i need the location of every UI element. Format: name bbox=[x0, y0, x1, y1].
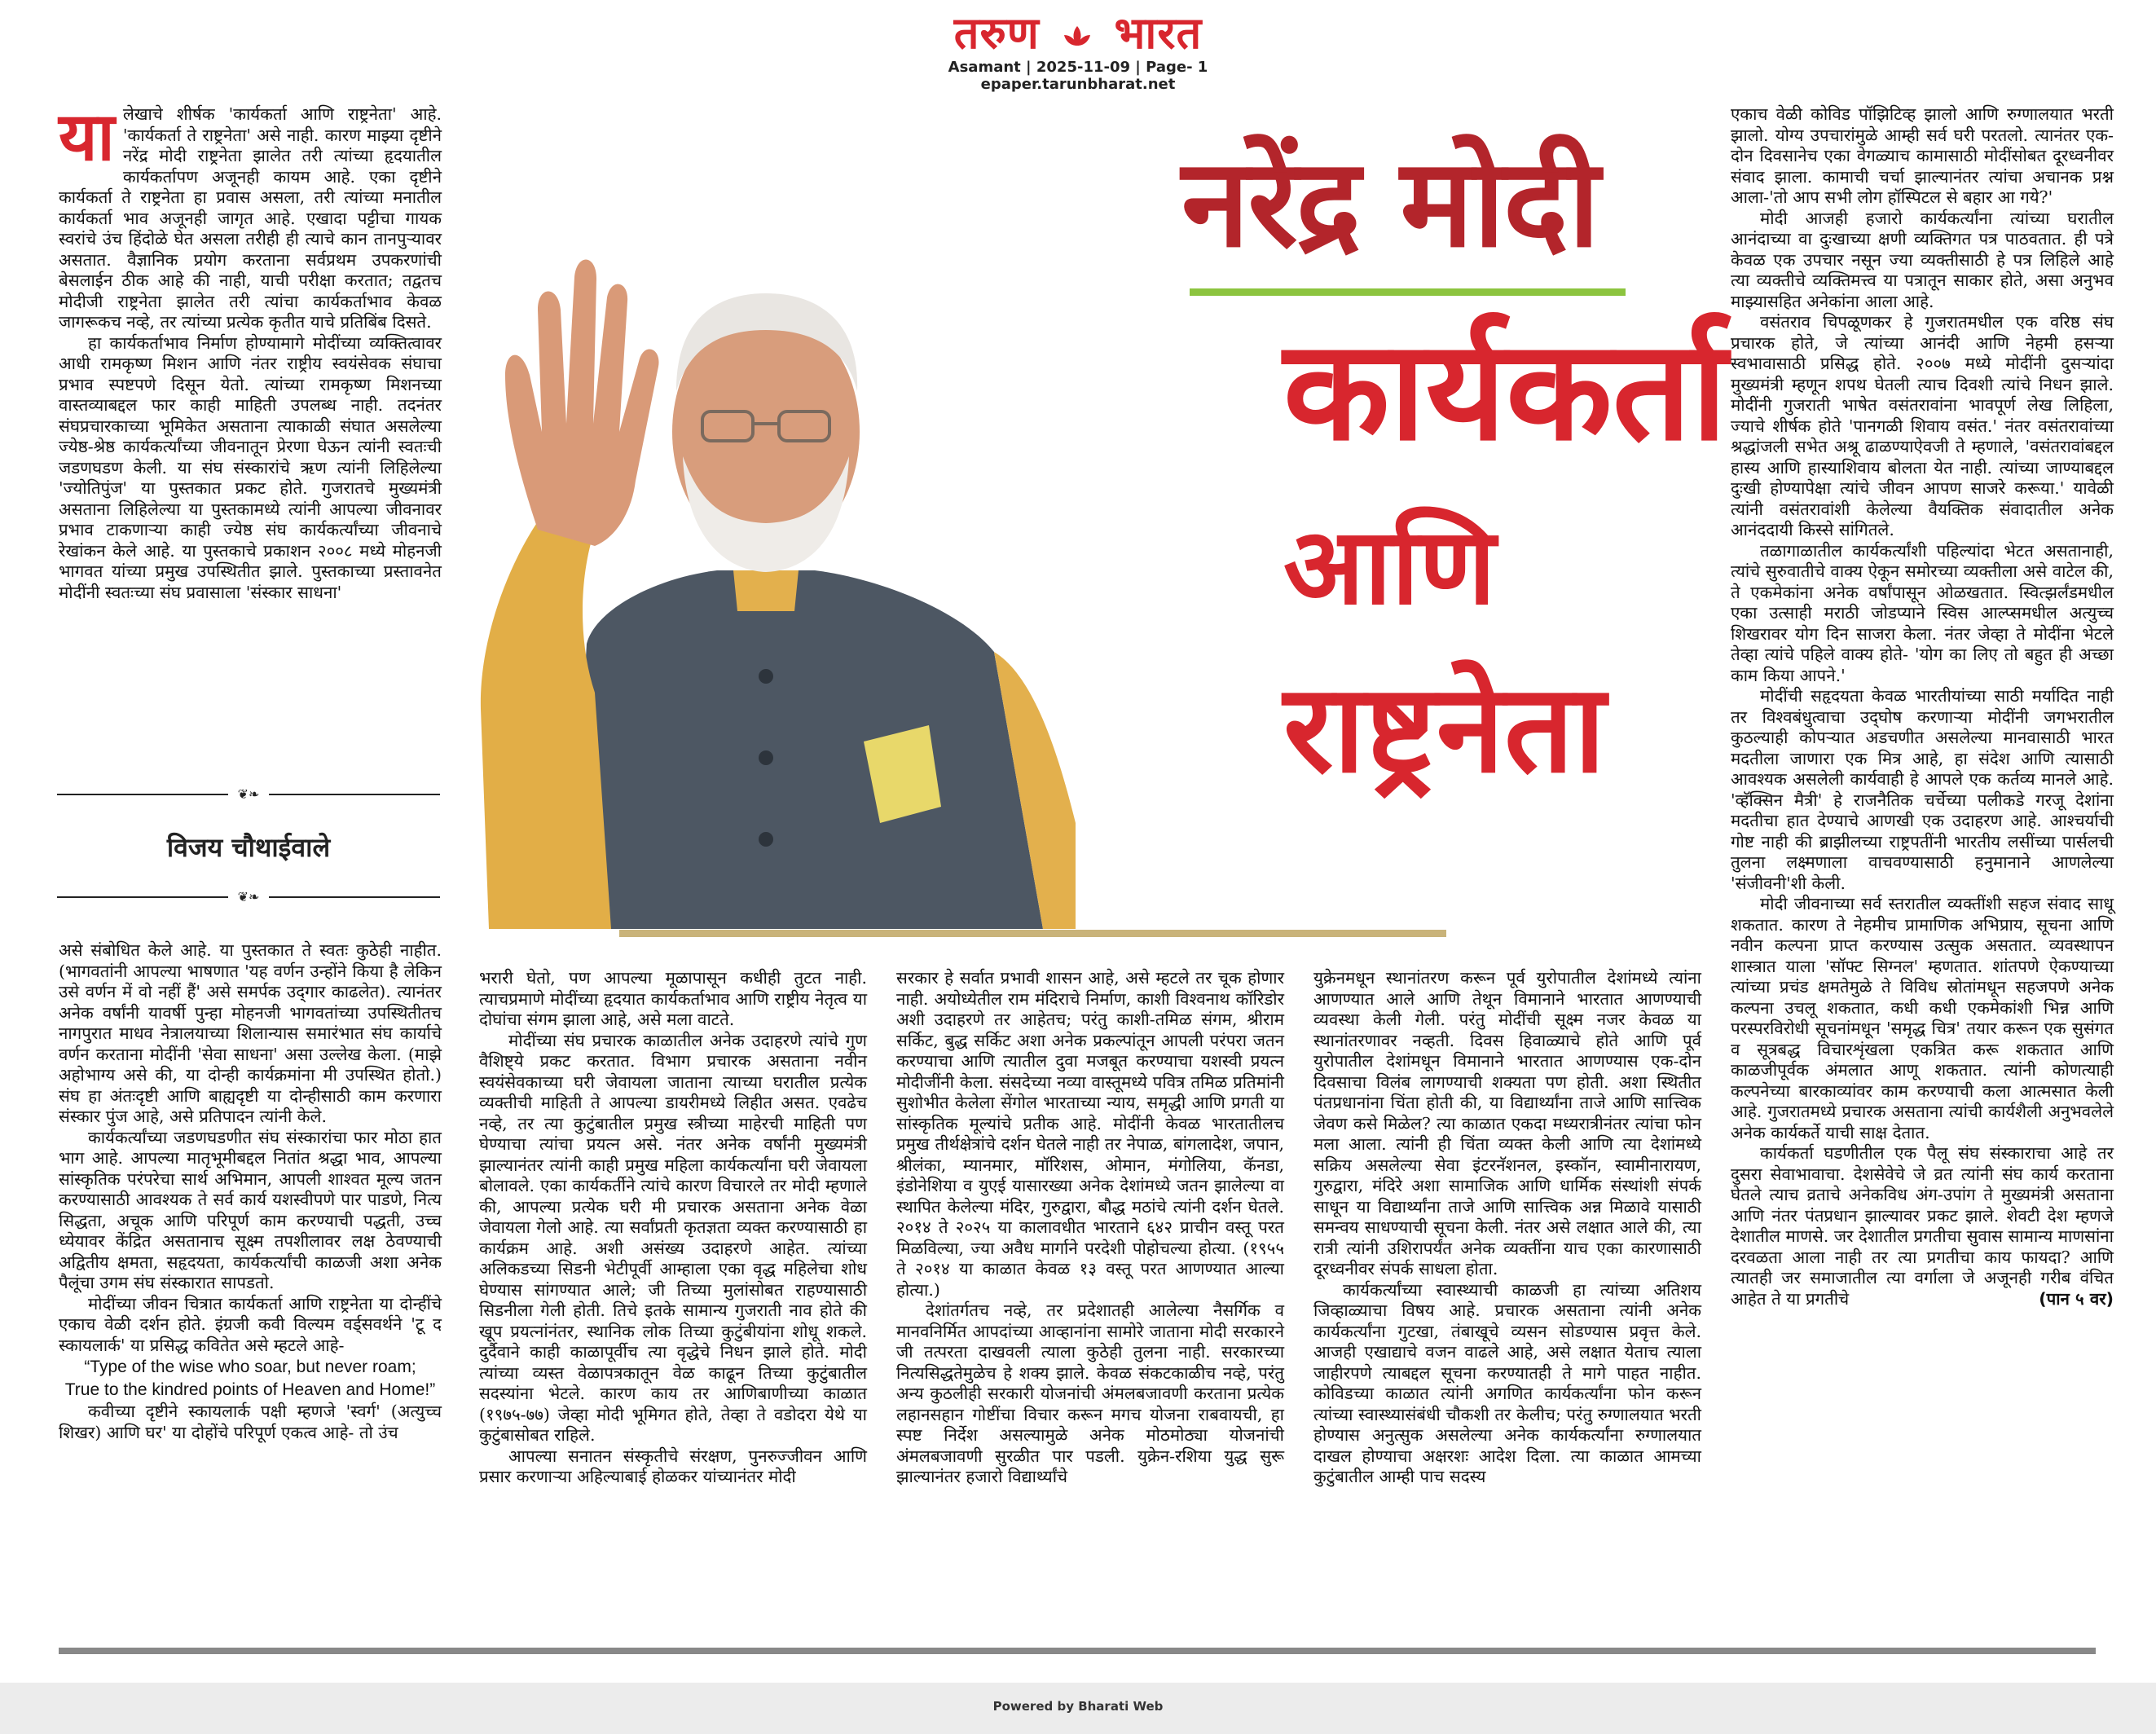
ornament-icon: ❦❧ bbox=[228, 787, 269, 802]
footer-bar bbox=[0, 1683, 2156, 1734]
paragraph: कार्यकर्त्यांच्या जडणघडणीत संघ संस्कारांचा फार मोठा हात भाग आहे. आपल्या मातृभूमीबद्दल नितांत श्रद्धा भाव, आपल्या सांस्कृतिक परंपरेचा सार्थ अभिमान, आपली शाश्वत मूल्य जतन करण्यासाठी आवश्यक ते सर्व कार्य यशस्वीपणे पार पाडणे, नित्य सिद्धता, अचूक आणि परिपूर्ण काम करण्याची पद्धती, उच्च ध्येयावर केंद्रित असतानाच सूक्ष्म तपशीलावर लक्ष ठेवण्याची अद्वितीय क्षमता, सहृदयता, कार्यकर्त्यांची काळजी अशा अनेक पैलूंचा उगम संघ संस्कारात सापडतो. bbox=[59, 1127, 442, 1292]
paragraph: मोदींच्या जीवन चित्रात कार्यकर्ता आणि राष्ट्रनेता या दोन्हींचे एकाच वेळी दर्शन होते. इंग्रजी कवी विल्यम वर्ड्सवर्थने 'टू द स्कायलार्क' या प्रसिद्ध कवितेत असे म्हटले आहे- bbox=[59, 1293, 442, 1355]
poem-quote-line: “Type of the wise who soar, but never roam; bbox=[84, 1358, 416, 1376]
column-3 bbox=[896, 968, 1284, 1488]
paragraph: मोदी जीवनाच्या सर्व स्तरातील व्यक्तींशी सहज संवाद साधू शकतात. कारण ते नेहमीच प्रामाणिक अभिप्राय, सूचना आणि नवीन कल्पना प्राप्त करण्यास उत्सुक असतात. व्यवस्थापन शास्त्रात याला 'सॉफ्ट सिग्नल' म्हणतात. शांतपणे ऐकण्याच्या त्यांच्या प्रचंड क्षमतेमुळे ते विविध स्रोतांमधून सहजपणे अनेक कल्पना उचलू शकतात, कधी कधी एकमेकांशी भिन्न आणि परस्परविरोधी सूचनांमधून 'समृद्ध चित्र' तयार करून एक सुसंगत व सूत्रबद्ध विचारशृंखला एकत्रित करू शकतात आणि काळजीपूर्वक अंमलात आणू शकतात. त्यांनी कोणत्याही कल्पनेच्या बारकाव्यांवर काम करण्याची कला आत्मसात केली आहे. गुजरातमध्ये प्रचारक असताना त्यांची कार्यशैली अनुभवलेले अनेक कार्यकर्ते याची साक्ष देतात. bbox=[1731, 894, 2114, 1142]
paragraph: भरारी घेतो, पण आपल्या मूळापासून कधीही तुटत नाही. त्याचप्रमाणे मोदींच्या हृदयात कार्यकर्ताभाव आणि राष्ट्रीय नेतृत्व या दोघांचा संगम झाला आहे, असे मला वाटते. bbox=[479, 968, 867, 1029]
headline-divider bbox=[1190, 288, 1626, 296]
logo-text-left: तरुण bbox=[953, 7, 1040, 59]
photo-underline bbox=[619, 930, 1446, 937]
lotus-emblem-icon bbox=[1061, 24, 1093, 48]
headline-line-3: आणि bbox=[1283, 504, 1496, 628]
column-1-bottom bbox=[59, 940, 442, 1443]
page-bottom-rule bbox=[59, 1648, 2096, 1654]
ornament-icon: ❦❧ bbox=[228, 890, 269, 904]
paragraph: देशांतर्गतच नव्हे, तर प्रदेशातही आलेल्या नैसर्गिक व मानवनिर्मित आपदांच्या आव्हानांना सामोरे जाताना मोदी सरकारने जी तत्परता दाखवली त्याला कुठेही तुलना नाही. सरकारच्या नित्यसिद्धतेमुळेच हे शक्य झाले. केवळ संकटकाळीच नव्हे, परंतु अन्य कुठलीही सरकारी योजनांची अंमलबजावणी करताना प्रत्येक लहानसहान गोष्टींचा विचार करून मगच योजना राबवायची, हा स्पष्ट निर्देश असल्यामुळे अनेक मोठमोठ्या योजनांची अंमलबजावणी सुरळीत पार पडली. युक्रेन-रशिया युद्ध सुरू झाल्यानंतर हजारो विद्यार्थ्यांचे bbox=[896, 1300, 1284, 1486]
paragraph: आपल्या सनातन संस्कृतीचे संरक्षण, पुनरुज्जीवन आणि प्रसार करणाऱ्या अहिल्याबाई होळकर यांच्यानंतर मोदी bbox=[479, 1446, 867, 1486]
paragraph: कार्यकर्त्यांच्या स्वास्थ्याची काळजी हा त्यांच्या अतिशय जिव्हाळ्याचा विषय आहे. प्रचारक असताना त्यांनी अनेक कार्यकर्त्यांना गुटखा, तंबाखूचे व्यसन सोडण्यास प्रवृत्त केले. आजही एखाद्याचे वजन वाढले आहे, असे लक्षात येताच त्याला जाहीरपणे त्याबद्दल सूचना करण्यातही ते मागे पाहत नाहीत. कोविडच्या काळात त्यांनी अगणित कार्यकर्त्यांना फोन करून त्यांच्या स्वास्थ्यासंबंधी चौकशी तर केलीच; परंतु रुग्णालयात भरती होण्यास अनुत्सुक असलेल्या अनेक कार्यकर्त्यांना रुग्णालयात दाखल होण्याचा अक्षरशः आदेश दिला. त्या काळात आमच्या कुटुंबातील आम्ही पाच सदस्य bbox=[1313, 1279, 1701, 1486]
headline-line-2: कार्यकर्ता bbox=[1283, 310, 1727, 472]
paragraph: सरकार हे सर्वात प्रभावी शासन आहे, असे म्हटले तर चूक होणार नाही. अयोध्येतील राम मंदिराचे निर्माण, काशी विश्वनाथ कॉरिडोर अशी उदाहरणे तर आहेतच; परंतु काशी-तमिळ संगम, श्रीराम सर्किट, बुद्ध सर्किट अशा अनेक प्रकल्पांतून आपली परंपरा जतन करण्याचा आणि त्यातील दुवा मजबूत करण्याचा यशस्वी प्रयत्न मोदीजींनी केला. संसदेच्या नव्या वास्तूमध्ये पवित्र तमिळ प्रतिमांनी सुशोभीत केलेला सेंगोल भारताच्या न्याय, समृद्धी आणि प्रगती या सांस्कृतिक मूल्यांचे प्रतीक आहे. मोदींनी केवळ भारतातीलच प्रमुख तीर्थक्षेत्रांचे दर्शन घेतले नाही तर नेपाळ, बांगलादेश, जपान, श्रीलंका, म्यानमार, मॉरिशस, ओमान, मंगोलिया, कॅनडा, इंडोनेशिया व युएई यासारख्या अनेक देशांमध्ये जतन झालेल्या वा स्थापित केलेल्या मंदिर, गुरुद्वारा, बौद्ध मठांचे त्यांनी दर्शन घेतले. २०१४ ते २०२५ या कालावधीत भारताने ६४२ प्राचीन वस्तू परत मिळविल्या, ज्या अवैध मार्गाने परदेशी पोहोचल्या होत्या. (१९५५ ते २०१४ या काळात केवळ १३ वस्तू परत आणण्यात आल्या होत्या.) bbox=[896, 968, 1284, 1300]
paragraph: असे संबोधित केले आहे. या पुस्तकात ते स्वतः कुठेही नाहीत. (भागवतांनी आपल्या भाषणात 'यह वर्णन उन्होंने किया है लेकिन उसे वर्णन में वो नहीं हैं' असे समर्पक उद्‌गार काढलेत). त्यानंतर अनेक वर्षांनी यावर्षी पुन्हा मोहनजी भागवतांच्या उपस्थितीतच नागपुरात माधव नेत्रालयाच्या शिलान्यास समारंभात संघ कार्याचे वर्णन करताना मोदींनी 'सेवा साधना' असा उल्लेख केला. (माझे अहोभाग्य असे की, या दोन्ही कार्यक्रमांना मी उपस्थित होतो.) संघ हा अंतःदृष्टी आणि बाह्यदृष्टी या दोन्हीसाठी काम करणारा संस्कार पुंज आहे, असे प्रतिपादन त्यांनी केले. bbox=[59, 940, 442, 1126]
column-5 bbox=[1731, 104, 2114, 1309]
footer-credit[interactable]: Powered by Bharati Web bbox=[992, 1699, 1164, 1714]
paragraph: मोदींची सहृदयता केवळ भारतीयांच्या साठी मर्यादित नाही तर विश्वबंधुत्वाचा उद्‌घोष करणाऱ्या मोदींनी जगभरातील कुठल्याही कोपऱ्यात अडचणीत असलेल्या मानवासाठी भारत मदतीला जाणारा एक मित्र आहे, हा संदेश आणि त्यासाठी आवश्यक असलेली कार्यवाही हे आपले एक कर्तव्य मानले आहे. 'व्हॅक्सिन मैत्री' हे राजनैतिक चर्चेच्या पलीकडे गरजू देशांना मदतीचा हात देण्याचे आणखी एक उदाहरण आहे. आश्चर्याची गोष्ट नाही की ब्राझीलच्या राष्ट्रपतींनी भारतीय लसींच्या पार्सलची तुलना लक्ष्मणाला वाचवण्यासाठी हनुमानाने आणलेल्या 'संजीवनी'शी केली. bbox=[1731, 686, 2114, 893]
byline bbox=[57, 786, 440, 916]
paragraph: युक्रेनमधून स्थानांतरण करून पूर्व युरोपातील देशांमध्ये त्यांना आणण्यात आले आणि तेथून विमानाने भारतात आणण्याची व्यवस्था केली गेली. परंतु मोदींची सूक्ष्म नजर केवळ या स्थानांतरणावर नव्हती. दिवस हिवाळ्याचे होते आणि पूर्व युरोपातील देशांमधून विमानाने भारतात आणण्यास एक-दोन दिवसाचा विलंब लागण्याची शक्यता पण होती. अशा स्थितीत पंतप्रधानांना चिंता होती की, या विद्यार्थ्यांना ताजे आणि सात्त्विक जेवण कसे मिळेल? त्या काळात एकदा मध्यरात्रीनंतर त्यांचा फोन मला आला. त्यांनी ही चिंता व्यक्त केली आणि त्या देशांमध्ये सक्रिय असलेल्या सेवा इंटरनॅशनल, इस्कॉन, स्वामीनारायण, गुरुद्वारा, मंदिरे अशा सामाजिक आणि धार्मिक संस्थांशी संपर्क साधून या विद्यार्थ्यांना ताजे आणि सात्त्विक अन्न मिळावे यासाठी समन्वय साधण्याची सूचना केली. नंतर असे लक्षात आले की, त्या रात्री त्यांनी उशिरापर्यंत अनेक व्यक्तींना याच एका कारणासाठी दूरध्वनीवर संपर्क साधला होता. bbox=[1313, 968, 1701, 1278]
paragraph: कवीच्या दृष्टीने स्कायलार्क पक्षी म्हणजे 'स्वर्ग' (अत्युच्च शिखर) आणि घर' या दोहोंचे परिपूर्ण एकत्व आहे- तो उंच bbox=[59, 1402, 442, 1442]
logo-text-right: भारत bbox=[1114, 7, 1203, 59]
paragraph: तळागाळातील कार्यकर्त्यांशी पहिल्यांदा भेटत असतानाही, त्यांचे सुरुवातीचे वाक्य ऐकून समोरच्या व्यक्तीला असे वाटेल की, ते एकमेकांना अनेक वर्षांपासून ओळखतात. स्वित्झर्लंडमधील एका उत्साही मराठी जोडप्याने स्विस आल्प्समधील अत्युच्च शिखरावर योग दिन साजरा केला. नंतर जेव्हा ते मोदींना भेटले तेव्हा त्यांचे पहिले वाक्य होते- 'योग का लिए तो बहुत ही अच्छा काम किया आपने.' bbox=[1731, 540, 2114, 685]
column-1-top bbox=[59, 99, 442, 603]
poem-quote-line: True to the kindred points of Heaven and Home!” bbox=[64, 1380, 436, 1399]
author-name: विजय चौथाईवाले bbox=[166, 832, 331, 863]
continued-on-page-link[interactable]: (पान ५ वर) bbox=[2039, 1288, 2114, 1309]
paragraph: मोदी आजही हजारो कार्यकर्त्यांना त्यांच्या घरातील आनंदाच्या वा दुःखाच्या क्षणी व्यक्तिगत पत्र पाठवतात. ही पत्रे केवळ एक उपचार नसून ज्या व्यक्तीसाठी हे पत्र लिहिले आहे त्या व्यक्तीचे व्यक्तिमत्त्व या पत्रातून साकार होते, असा अनुभव माझ्यासहित अनेकांना आला आहे. bbox=[1731, 208, 2114, 311]
paragraph: एकाच वेळी कोविड पॉझिटिव्ह झालो आणि रुग्णालयात भरती झालो. योग्य उपचारांमुळे आम्ही सर्व घरी परतलो. त्यानंतर एक-दोन दिवसानेच एका वेगळ्याच कामासाठी मोदींसोबत दूरध्वनीवर संवाद झाला. कामाची चर्चा झाल्यानंतर त्यांचा अचानक प्रश्न आला-'तो आप सभी लोग हॉस्पिटल से बहार आ गये?' bbox=[1731, 104, 2114, 207]
newspaper-logo[interactable] bbox=[0, 8, 2156, 59]
masthead bbox=[0, 8, 2156, 93]
column-4 bbox=[1313, 968, 1701, 1488]
paragraph bbox=[1731, 1143, 2114, 1309]
dropcap: या bbox=[59, 99, 115, 176]
headline-line-4: राष्ट्रनेता bbox=[1283, 658, 1606, 800]
portrait-photo bbox=[473, 187, 1076, 929]
paragraph: लेखाचे शीर्षक 'कार्यकर्ता आणि राष्ट्रनेता' आहे. 'कार्यकर्ता ते राष्ट्रनेता' असे नाही. कारण माझ्या दृष्टीने नरेंद्र मोदी राष्ट्रनेता झालेत तरी त्यांच्या हृदयातील कार्यकर्तापण अजूनही कायम आहे. एका दृष्टीने कार्यकर्ता ते राष्ट्रनेता हा प्रवास असला, तरी त्यांच्या मनातील कार्यकर्ता भाव अजूनही जागृत आहे. एखादा पट्टीचा गायक स्वरांचे उंच हिंदोळे घेत असला तरीही ही त्याचे कान तानपुऱ्यावर असतात. वैज्ञानिक प्रयोग करताना सर्वप्रथम उपकरणांची बेसलाईन ठीक आहे की नाही, याची परीक्षा करतात; तद्वतच मोदीजी राष्ट्रनेता झालेत तरी त्यांचा कार्यकर्ताभाव केवळ जागरूकच नव्हे, तर त्यांच्या प्रत्येक कृतीत याचे प्रतिबिंब दिसते. bbox=[59, 104, 442, 332]
column-2 bbox=[479, 968, 867, 1488]
paragraph-text: कार्यकर्ता घडणीतील एक पैलू संघ संस्काराचा आहे तर दुसरा सेवाभावाचा. देशसेवेचे जे व्रत त्यांनी संघ कार्य करताना घेतले त्याच व्रताचे अनेकविध अंग-उपांग ते मुख्यमंत्री असताना आणि नंतर पंतप्रधान झाल्यावर प्रकट झाले. शेवटी देश म्हणजे देशातील माणसे. जर देशातील प्रगतीचा सुवास सामान्य माणसांना दरवळता आला नाही तर त्या प्रगतीचा काय फायदा? आणि त्यातही जर समाजातील त्या वर्गाला जे अजूनही गरीब वंचित आहेत ते या प्रगतीचे bbox=[1731, 1143, 2114, 1309]
edition-meta: Asamant | 2025-11-09 | Page- 1 bbox=[948, 59, 1208, 76]
paragraph: हा कार्यकर्ताभाव निर्माण होण्यामागे मोदींच्या व्यक्तित्वावर आधी रामकृष्ण मिशन आणि नंतर राष्ट्रीय स्वयंसेवक संघाचा प्रभाव स्पष्टपणे दिसून येतो. त्यांच्या रामकृष्ण मिशनच्या वास्तव्याबद्दल फार काही माहिती उपलब्ध नाही. तदनंतर संघप्रचारकाच्या भूमिकेत असताना त्याकाळी संघात असलेल्या ज्येष्ठ-श्रेष्ठ कार्यकर्त्यांच्या जीवनातून प्रेरणा घेऊन त्यांनी स्वतःची जडणघडण केली. या संघ संस्कारांचे ऋण त्यांनी लिहिलेल्या 'ज्योतिपुंज' या पुस्तकात प्रकट होते. गुजरातचे मुख्यमंत्री असताना लिहिलेल्या या पुस्तकामध्ये त्यांनी आपल्या जीवनावर प्रभाव टाकणाऱ्या काही ज्येष्ठ संघ कार्यकर्त्यांच्या जीवनाचे रेखांकन केले आहे. या पुस्तकाचे प्रकाशन २००८ मध्ये मोहनजी भागवत यांच्या प्रमुख उपस्थितीत झाले. पुस्तकाच्या प्रस्तावनेत मोदींनी स्वतःच्या संघ प्रवासाला 'संस्कार साधना' bbox=[59, 332, 442, 602]
headline-line-1: नरेंद्र मोदी bbox=[1181, 133, 1599, 275]
paragraph: मोदींच्या संघ प्रचारक काळातील अनेक उदाहरणे त्यांचे गुण वैशिष्ट्ये प्रकट करतात. विभाग प्रचारक असताना नवीन स्वयंसेवकाच्या घरी जेवायला जाताना त्याच्या घरातील प्रत्येक व्यक्तीची माहिती ते आपल्या डायरीमध्ये लिहीत असत. एवढेच नव्हे, तर त्या कुटुंबातील प्रमुख स्त्रीच्या माहेरची माहिती पण घेण्याचा त्यांचा प्रयत्न असे. नंतर अनेक वर्षांनी मुख्यमंत्री झाल्यानंतर त्यांनी काही प्रमुख महिला कार्यकर्त्यांना घरी जेवायला बोलावले. एका कार्यकर्तीने त्यांचे कारण विचारले तर मोदी म्हणाले की, आपल्या प्रत्येक घरी मी प्रचारक असताना अनेक वेळा जेवायला गेलो आहे. त्या सर्वांप्रती कृतज्ञता व्यक्त करण्यासाठी हा कार्यक्रम आहे. अशी असंख्य उदाहरणे आहेत. त्यांच्या अलिकडच्या सिडनी भेटीपूर्वी आम्हाला एका वृद्ध महिलेचा शोध घेण्यास सांगण्यात आले; जी तिच्या मुलांसोबत राहण्यासाठी सिडनीला गेली होती. तिचे इतके सामान्य गुजराती नाव होते की खूप प्रयत्नांनंतर, स्थानिक लोक तिच्या कुटुंबीयांना शोधू शकले. दुर्दैवाने काही काळापूर्वीच त्या वृद्धेचे निधन झाले होते. मोदी त्यांच्या व्यस्त वेळापत्रकातून वेळ काढून तिच्या कुटुंबातील सदस्यांना भेटले. कारण काय तर आणिबाणीच्या काळात (१९७५-७७) जेव्हा मोदी भूमिगत होते, तेव्हा ते वडोदरा येथे या कुटुंबासोबत राहिले. bbox=[479, 1030, 867, 1445]
paragraph: वसंतराव चिपळूणकर हे गुजरातमधील एक वरिष्ठ संघ प्रचारक होते, जे त्यांच्या आनंदी आणि नेहमी हसऱ्या स्वभावासाठी प्रसिद्ध होते. २००७ मध्ये मोदींनी दुसऱ्यांदा मुख्यमंत्री म्हणून शपथ घेतली त्याच दिवशी त्यांचे निधन झाले. मोदींनी गुजराती भाषेत वसंतरावांना भावपूर्ण लेख लिहिला, ज्याचे शीर्षक होते 'पानगळी शिवाय वसंत.' नंतर वसंतरावांच्या श्रद्धांजली सभेत अश्रू ढाळण्याऐवजी ते म्हणाले, 'वसंतरावांबद्दल हास्य आणि हास्याशिवाय बोलता येत नाही. त्यांच्या जाण्याबद्दल दुःखी होण्यापेक्षा त्यांचे जीवन आपण साजरे करूया.' यावेळी त्यांनी वसंतरावांशी केलेल्या वैयक्तिक संवादातील अनेक आनंददायी किस्से सांगितले. bbox=[1731, 312, 2114, 539]
epaper-url[interactable]: epaper.tarunbharat.net bbox=[980, 76, 1176, 93]
